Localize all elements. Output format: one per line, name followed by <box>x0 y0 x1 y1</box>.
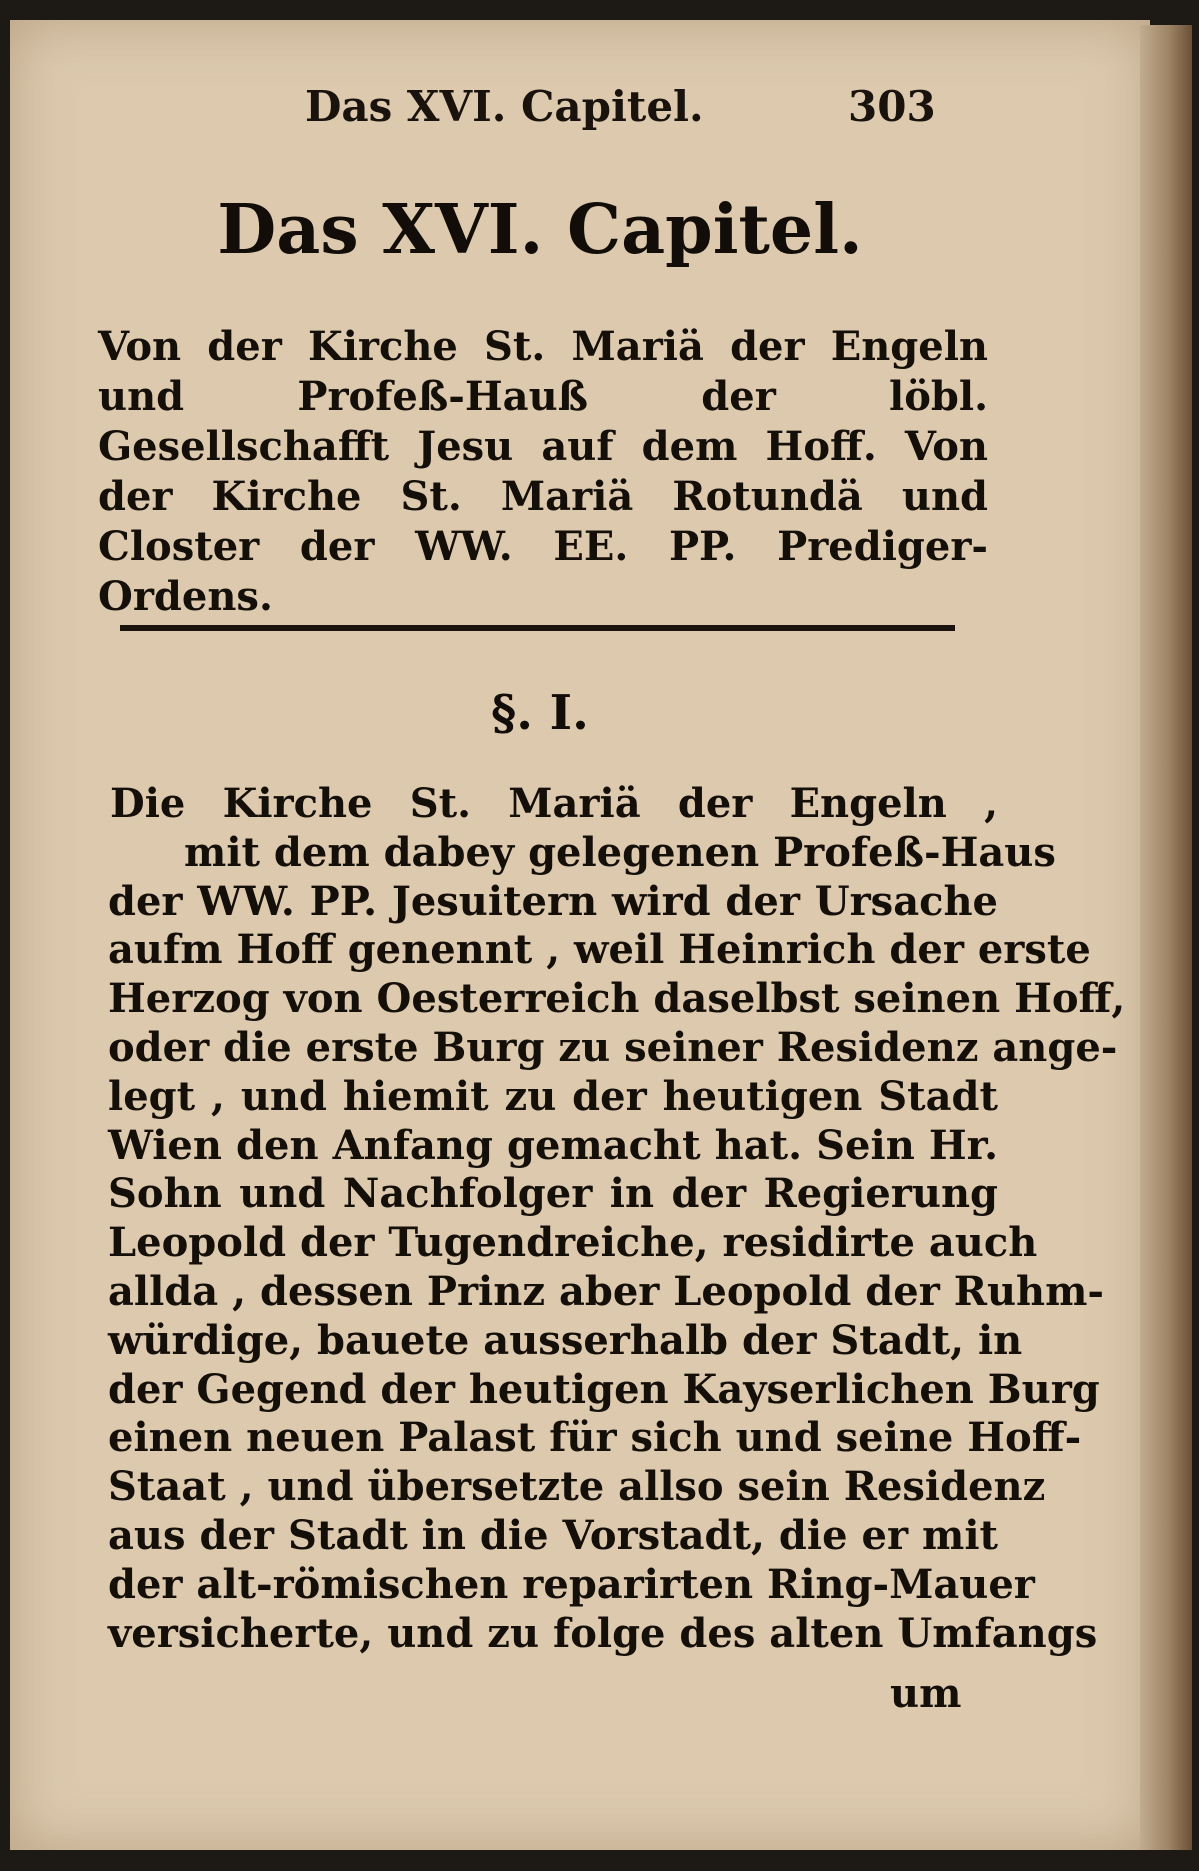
chapter-subtitle: Von der Kirche St. Mariä der Engeln und Profeß-Hauß der löbl. Gesellschafft Jesu auf dem Hoff. Von der Kirche St. Mariä Rotundä und Closter der WW. EE. PP. Prediger-Ordens. <box>98 323 988 620</box>
body-line: Staat , und übersetzte allso sein Residenz <box>108 1463 1046 1511</box>
body-line: versicherte, und zu folge des alten Umfangs <box>108 1609 1098 1657</box>
page-number: 303 <box>848 82 936 131</box>
body-line: oder die erste Burg zu seiner Residenz ange- <box>108 1023 1118 1071</box>
body-line: der Gegend der heutigen Kayserlichen Burg <box>108 1365 1100 1413</box>
body-line: Leopold der Tugendreiche, residirte auch <box>108 1219 1038 1267</box>
page-edge <box>1140 25 1192 1850</box>
body-line: mit dem dabey gelegenen Profeß-Haus <box>184 828 1056 876</box>
body-line: Die Kirche St. Mariä der Engeln , <box>110 780 998 827</box>
catchword: um <box>890 1670 962 1717</box>
section-mark: §. I. <box>491 685 589 741</box>
body-line: einen neuen Palast für sich und seine Hoff- <box>108 1414 1082 1462</box>
body-line: allda , dessen Prinz aber Leopold der Ruhm- <box>108 1267 1105 1315</box>
body-line: legt , und hiemit zu der heutigen Stadt <box>108 1072 998 1120</box>
body-text <box>108 780 1126 1658</box>
body-line: der WW. PP. Jesuitern wird der Ursache <box>108 877 998 925</box>
body-line: Sohn und Nachfolger in der Regierung <box>108 1170 998 1218</box>
horizontal-rule <box>120 625 955 631</box>
body-line: würdige, bauete ausserhalb der Stadt, in <box>108 1316 1023 1364</box>
body-line: aufm Hoff genennt , weil Heinrich der erste <box>108 926 1091 974</box>
chapter-title: Das XVI. Capitel. <box>217 190 863 270</box>
body-line: Wien den Anfang gemacht hat. Sein Hr. <box>108 1121 998 1169</box>
book-page <box>10 20 1150 1850</box>
running-head: Das XVI. Capitel. <box>305 82 704 131</box>
body-line: der alt-römischen reparirten Ring-Mauer <box>108 1560 1035 1608</box>
body-line: aus der Stadt in die Vorstadt, die er mit <box>108 1511 998 1559</box>
body-line: Herzog von Oesterreich daselbst seinen Hoff, <box>108 975 1126 1023</box>
